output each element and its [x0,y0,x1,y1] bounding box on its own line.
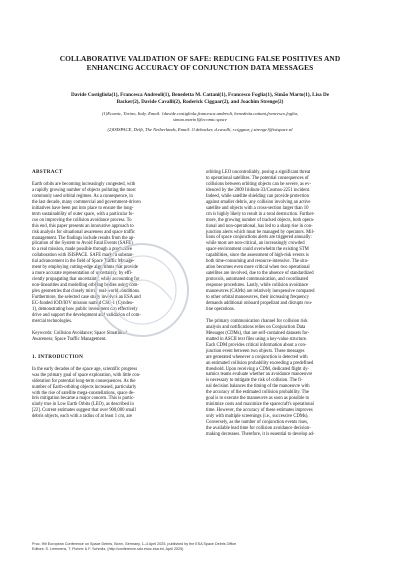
text-line: tine operations. [206,306,235,312]
text-line: term sustainability of outer space, with a particular fo- [32,211,134,217]
introduction-text [32,367,196,421]
text-line: debris objects, each with a radius of at least 1 cm, are [32,414,133,420]
text-line: junction alerts which must be managed by operators. Mil- [206,229,315,235]
text-line: are generated whenever a conjunction is detected with [206,354,308,360]
text-line: an estimated collision probability exceeding a predefined [206,360,314,366]
affiliation-1 [40,111,360,123]
text-line: demands additional onboard propellant and disrupts rou- [206,300,313,306]
page-footer [32,542,368,552]
text-line: 1), demonstrating how public investment can effectively [32,306,138,312]
text-line: minimize costs and maximize the spacecraft's operational [206,402,314,408]
right-column [206,170,370,444]
text-line: tial advancement in the field of Space Traffic Manage- [32,259,135,265]
affiliation-line: (1)Ecomic, Torino, Italy. Email: {davide.costigliola,francesca.andreoli, benedetta.cattani,francesco.foglia, [101,111,299,116]
text-line: the last decade, many commercial and government-driven [32,199,141,205]
keywords [32,331,196,343]
text-line: collaboration with ISISPACE. SAFE marks a substan- [32,253,134,259]
text-line: ularly true in Low Earth Orbits (LEO), as described in [32,402,134,408]
affiliation-2 [40,127,360,133]
authors-line: Davide Costigliola(1), Francesca Andreoli(1), Benedetta M. Cattani(1), Francesco Foglia(1), Simão Marto(1), Lisa De [70,92,330,98]
keywords-line: Keywords: Collision Avoidance; Space Situational [32,330,127,336]
text-line: sideration for potential long-term consequences. As the [32,378,136,384]
text-line: cus on improving the collision avoidance process. To [32,217,132,223]
text-line: protocols, automated communication, and coordinated [206,277,309,283]
text-line: to other orbital manoeuvres, their increasing frequency [206,295,309,301]
text-line: capabilities, since the assessment of high-risk events is [206,253,309,259]
text-line: both time-consuming and resource-intensive. The situ- [206,259,309,265]
text-line: a rapidly growing number of objects polluting the most [32,187,136,193]
text-line: drive and support the development and validation of com- [32,312,141,318]
text-line: threshold. Upon receiving a CDM, dedicated flight dy- [206,366,309,372]
text-line: mercial technologies. [32,318,73,324]
text-line: non-linearities and modelling orbiting bodies using com- [32,283,139,289]
title-line: COLLABORATIVE VALIDATION OF SAFE: REDUCING FALSE POSITIVES AND [59,54,341,63]
text-line: ation becomes even more critical when two operational [206,265,310,271]
abstract-heading: ABSTRACT [32,169,63,175]
body-paragraph [206,319,370,438]
text-line: number of Earth-orbiting objects increased, particularly [32,384,137,390]
text-line: a more accurate representation of uncertainty, by effi- [32,271,133,277]
text-line: orbiting LEO uncontrollably, posing a significant threat [206,170,311,175]
affiliation-line: (2)ISISPACE, Delft, The Netherlands, Email: {l.debacker, d.cavalli, r.ciggaar, j.strenge}@isispace.nl [107,127,293,132]
text-line: response procedures. Lastly, while collision avoidance [206,283,309,289]
text-line: collisions between orbiting objects can be severe, as ev- [206,181,312,187]
paper-title [30,54,370,73]
text-line: ciently propagating that uncertainty, while accounting for [32,277,140,283]
text-line: satellite and objects with a cross-section larger than 10 [206,205,309,211]
text-line: The primary communication channel for collision risk [206,318,308,324]
title-line: ENHANCING ACCURACY OF CONJUNCTION DATA MESSAGES [86,63,314,73]
text-line: only with multiple screenings (i.e., successive CDMs). [206,414,309,420]
keywords-line: Awareness; Space Traffic Management. [32,336,107,342]
footer-line: Proc. 9th European Conference on Space Debris, Bonn, Germany, 1–4 April 2025, published by the ESA Space Debris Office [32,542,237,546]
text-line: was the primary goal of space exploration, with little con- [32,372,141,378]
text-line: analysis and notifications relies on Conjunction Data [206,324,306,330]
text-line: against smaller debris, any collision involving an active [206,199,311,205]
text-line: nal decision balances the timing of the manoeuvre with [206,384,310,390]
text-line: [22]. Current estimates suggest that over 900,000 small [32,408,136,414]
text-line: tional and non-operational, has led to a sharp rise in con- [206,223,313,229]
text-line: Furthermore, the selected case study involves an ESA and [32,295,141,301]
text-line: is necessary to mitigate the risk of collision. The fi- [206,378,303,384]
text-line: time. However, the accuracy of these estimates improves [206,408,313,414]
text-line: the available lead time for collision avoidance decision- [206,426,311,432]
text-line: the accuracy of the estimated collision probability. The [206,390,309,396]
text-line: matted in ASCII text files using a key-value structure. [206,336,308,342]
text-line: goal is to execute the manoeuvre as soon as possible to [206,396,310,402]
text-line: risk analysis for situational awareness and space traffic [32,229,136,235]
text-line: Conversely, as the number of conjunction events rises, [206,420,309,426]
text-line: management. The findings include results from the ap- [32,235,135,241]
text-line: In the early decades of the space age, scientific progress [32,366,138,372]
text-line: Indeed, while satellite shielding can provide protection [206,193,309,199]
text-line: while most are non-critical, an increasingly crowded [206,241,305,247]
text-line: namics teams evaluate whether an avoidance manoeuvre [206,372,313,378]
footer-line: Editors: S. Lemmens, T. Flohrer & F. Schmitz, (http://conference.sdo.esoc.esa.int, April 2025) [32,547,184,551]
text-line: plex geometries that closely mirror real-world conditions. [32,289,141,295]
text-line: Messages (CDMs), that are self-contained datasets for- [206,330,310,336]
text-line: manoeuvres (CAMs) are relatively inexpensive compared [206,289,315,295]
text-line: junction event between two objects. These messages [206,348,305,354]
body-paragraph [206,170,370,313]
text-line: this end, this paper presents an innovative approach to [32,223,134,229]
text-line: to operational satellites. The potential consequences of [206,175,309,181]
abstract-text [32,182,196,325]
text-line: more, the growing number of tracked objects, both opera- [206,217,315,223]
text-line: bris mitigation became a major concern. This is partic- [32,396,135,402]
text-line: lions of space conjunctions alerts are triggered annually: [206,235,312,241]
text-line: idenced by the 2009 Iridium-33/Cosmos-2251 incident. [206,187,311,193]
text-line: space environment could overwhelm the existing STM [206,247,309,253]
text-line: cm is highly likely to result in a total destruction. Further- [206,211,315,217]
authors-line: Backer(2), Davide Cavalli(2), Roderick Ciggaar(2), and Joachim Strenge(2) [116,99,284,105]
text-line: satellites are involved, due to the absence of standardized [206,271,314,277]
text-line: commonly used orbital regimes. As a consequence, in [32,193,133,199]
text-line: with the rise of satellite mega-constellations, space de- [32,390,135,396]
text-line: Earth orbits are becoming increasingly congested, with [32,181,136,187]
affiliation-line: simao.marto}@ecomic.space [173,117,227,123]
abstract-body [32,182,196,325]
text-line: ment by employing cutting-edge algorithms that provide [32,265,138,271]
text-line: plication of the System to Avoid Fatal Events (SAFE) [32,241,133,247]
left-column [32,170,196,420]
author-list [32,92,368,106]
text-line: to a real mission, made possible through a productive [32,247,133,253]
text-line: initiatives have been put into place to ensure the long- [32,205,134,211]
text-line: making decreases. Therefore, it is essential to develop ad- [206,431,315,437]
text-line: EC-funded IOD/IOV mission named CSC-1 (Cyndeo- [32,301,134,307]
text-line: Each CDM provides critical information about a con- [206,342,307,348]
section-heading-introduction: 1. INTRODUCTION [32,353,84,360]
